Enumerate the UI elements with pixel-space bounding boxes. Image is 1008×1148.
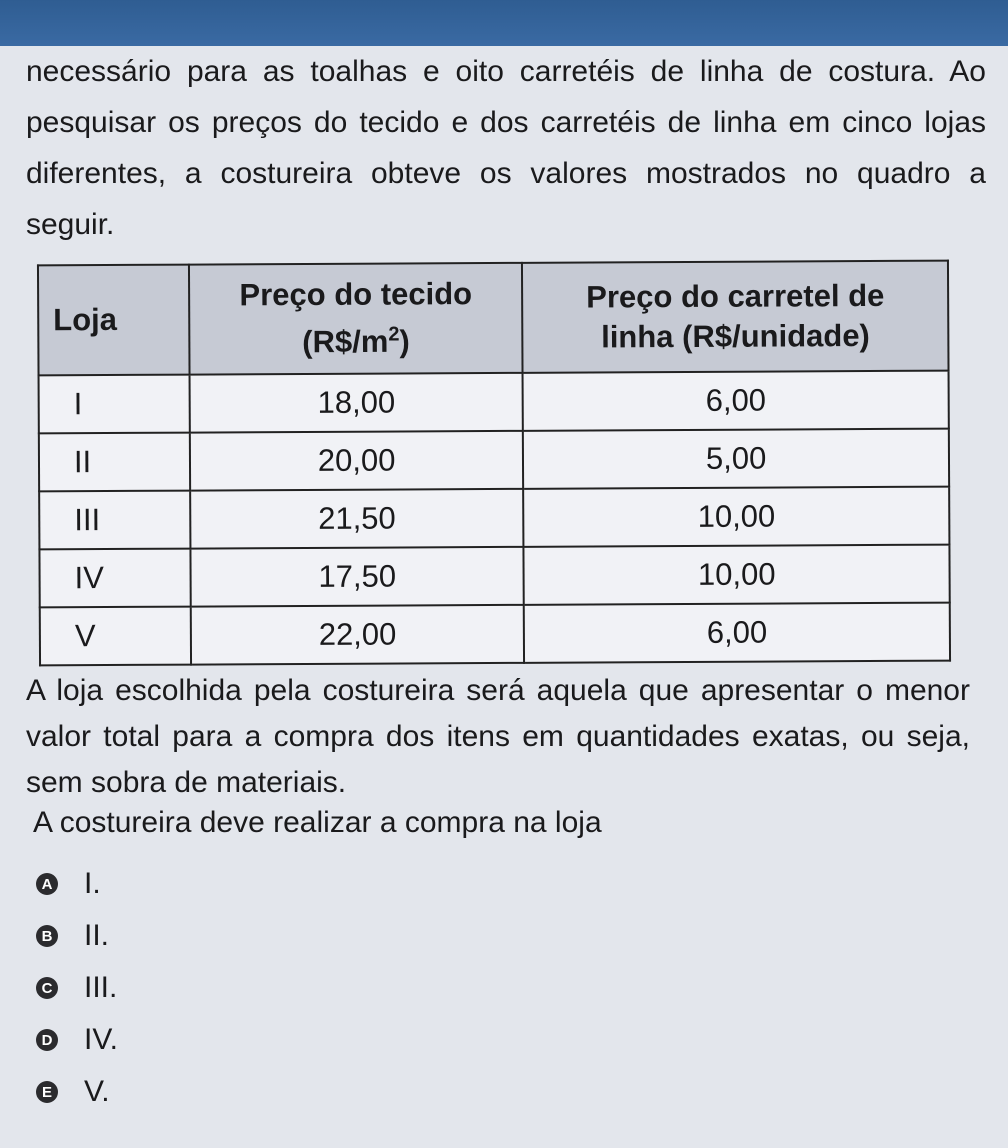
option-a-text: I. [84,867,101,900]
cell-tecido: 22,00 [191,605,525,665]
option-b-badge: B [36,925,58,947]
cell-tecido: 17,50 [190,547,524,607]
header-tecido-line1: Preço do tecido [239,276,473,313]
option-e-text: V. [84,1075,110,1108]
cell-loja: I [39,375,190,434]
cell-carretel: 10,00 [523,487,949,547]
option-b-text: II. [84,919,110,952]
header-carretel-line2: linha (R$/unidade) [601,318,870,355]
top-bar [0,0,1008,46]
question-stem: A costureira deve realizar a compra na loja [33,806,602,839]
cell-loja: III [39,491,190,550]
header-preco-carretel [522,261,948,373]
criteria-paragraph: A loja escolhida pela costureira será aquela que apresentar o menor valor total para a compra dos itens em quantidades exatas, ou seja, sem sobra de materiais. [26,674,970,799]
header-tecido-line2-prefix: (R$/m [302,324,389,360]
table-row [39,487,949,550]
intro-paragraph: necessário para as toalhas e oito carretéis de linha de costura. Ao pesquisar os preços do tecido e dos carretéis de linha em cinco lojas diferentes, a costureira obteve os valores mostrados no quadro a seguir. [26,55,986,241]
option-c-badge: C [36,977,58,999]
table-row [39,429,949,492]
option-d[interactable] [36,1014,118,1066]
cell-tecido: 18,00 [190,373,524,433]
option-c-text: III. [84,971,118,1004]
header-carretel-line1: Preço do carretel de [586,277,885,315]
header-tecido-sup: 2 [388,323,400,346]
cell-loja: V [40,607,191,666]
header-tecido-line2-suffix: ) [399,324,410,360]
cell-carretel: 10,00 [524,545,950,605]
cell-carretel: 6,00 [524,603,950,663]
table-header-row [38,261,949,376]
option-e-badge: E [36,1081,58,1103]
price-table [37,260,951,667]
option-e[interactable] [36,1066,118,1118]
option-d-badge: D [36,1029,58,1051]
cell-carretel: 5,00 [523,429,949,489]
cell-loja: IV [39,549,190,608]
header-loja: Loja [38,265,190,376]
table-row [39,545,949,608]
table-row [40,603,950,666]
option-a-badge: A [36,873,58,895]
table-row [39,371,949,434]
option-a[interactable] [36,858,118,910]
header-preco-tecido [189,263,523,375]
cell-tecido: 21,50 [190,489,524,549]
cell-carretel: 6,00 [523,371,949,431]
answer-options [36,858,118,1118]
option-b[interactable] [36,910,118,962]
option-c[interactable] [36,962,118,1014]
option-d-text: IV. [84,1023,118,1056]
cell-tecido: 20,00 [190,431,524,491]
cell-loja: II [39,433,190,492]
